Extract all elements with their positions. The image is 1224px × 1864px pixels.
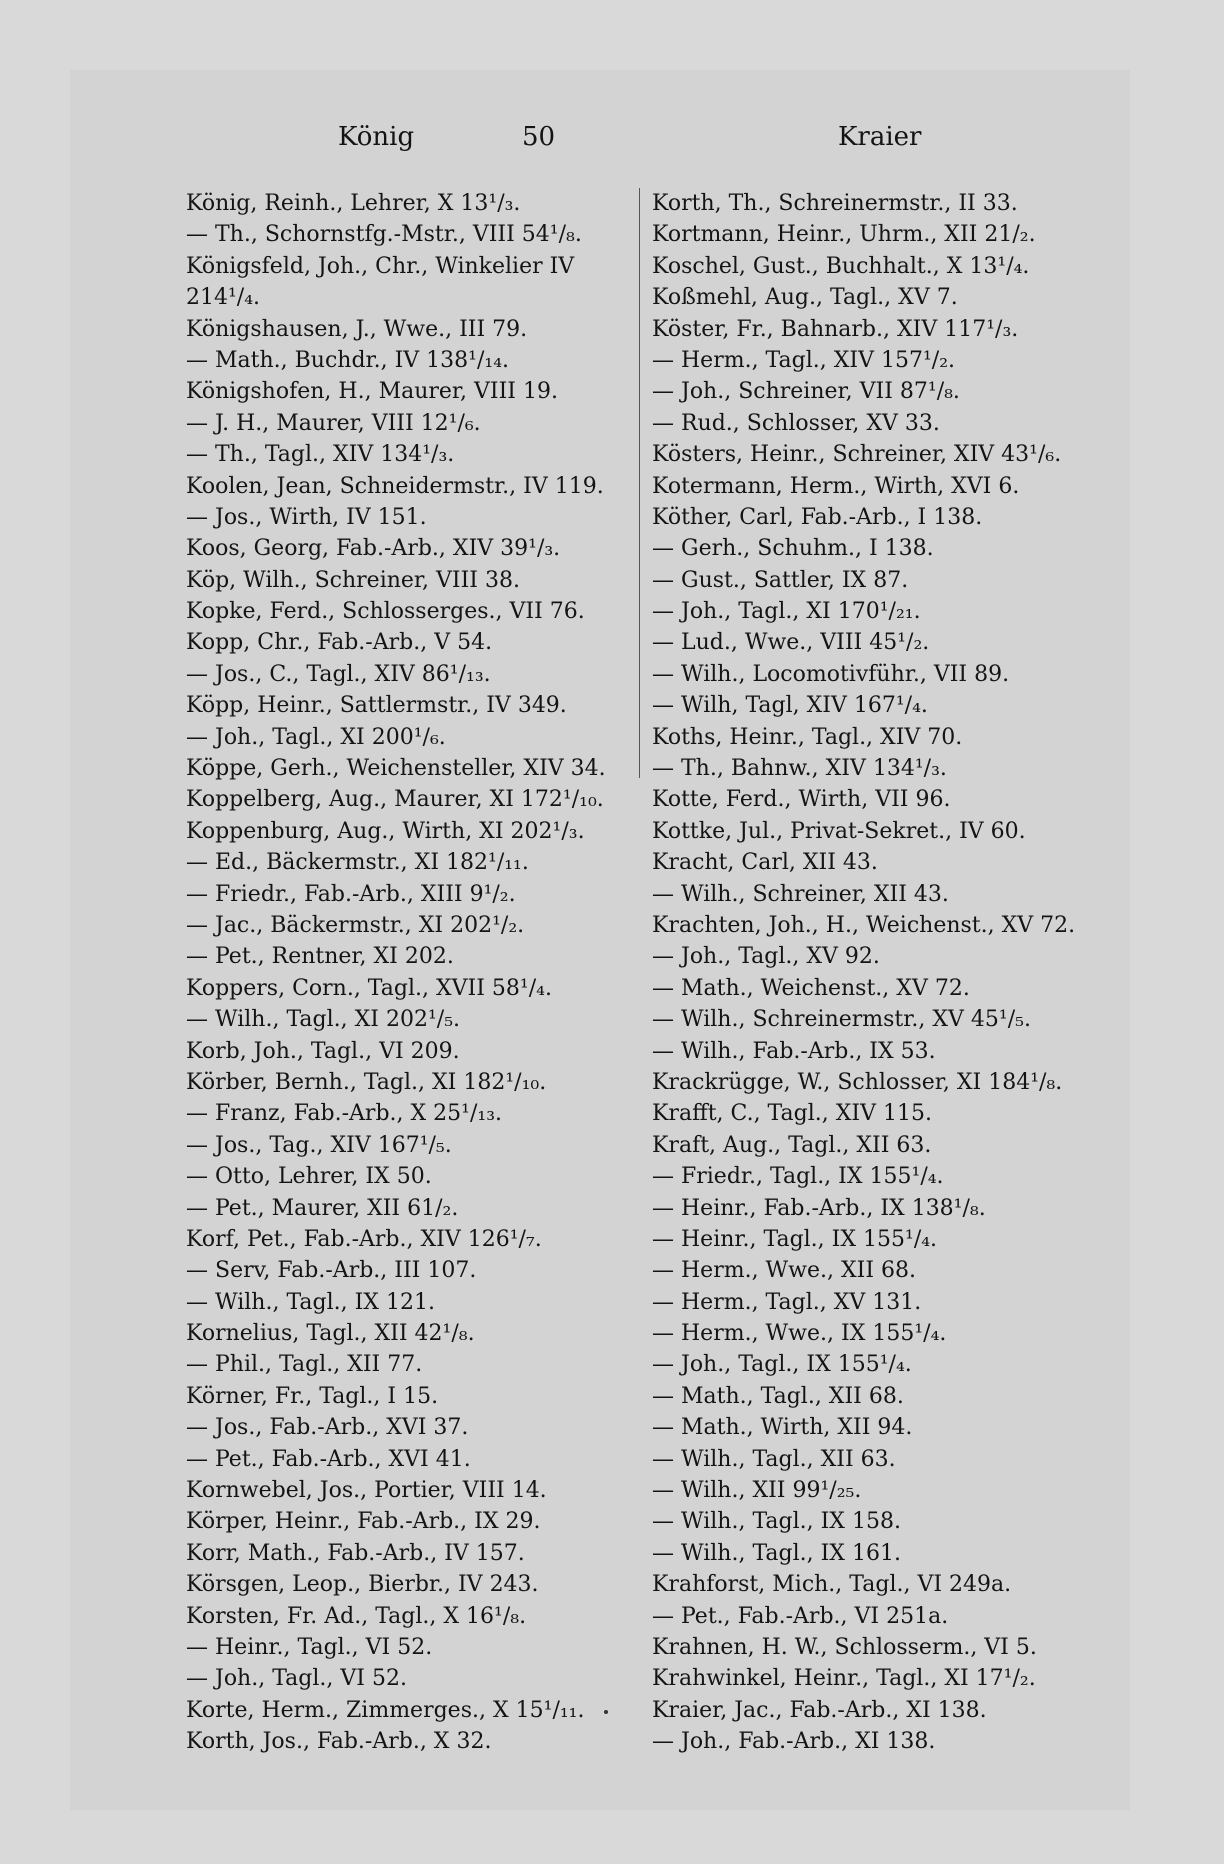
directory-entry: — Th., Schornstfg.-Mstr., VIII 54¹/₈. xyxy=(186,222,582,248)
directory-entry: Korf, Pet., Fab.-Arb., XIV 126¹/₇. xyxy=(186,1226,542,1252)
directory-entry: Korth, Th., Schreinermstr., II 33. xyxy=(652,191,1018,216)
directory-entry: Kraft, Aug., Tagl., XII 63. xyxy=(652,1132,932,1158)
directory-entry: — Wilh., Locomotivführ., VII 89. xyxy=(652,661,1010,687)
directory-entry: Kopp, Chr., Fab.-Arb., V 54. xyxy=(186,630,493,656)
directory-entry: — Wilh., Tagl., IX 161. xyxy=(652,1540,901,1566)
directory-entry: — Herm., Tagl., XIV 157¹/₂. xyxy=(652,347,956,373)
directory-entry: Koschel, Gust., Buchhalt., X 13¹/₄. xyxy=(652,253,1030,279)
directory-entry: — Herm., Wwe., XII 68. xyxy=(652,1258,917,1284)
directory-entry: — Joh., Fab.-Arb., XI 138. xyxy=(652,1729,936,1755)
directory-entry: Krahwinkel, Heinr., Tagl., XI 17¹/₂. xyxy=(652,1666,1036,1692)
directory-entry: 214¹/₄. xyxy=(186,285,261,311)
header-left-keyword: König xyxy=(338,122,415,152)
directory-entry: — Lud., Wwe., VIII 45¹/₂. xyxy=(652,630,930,656)
page-header xyxy=(70,122,1130,162)
directory-entry: — Wilh., Tagl., XI 202¹/₅. xyxy=(186,1007,461,1033)
directory-entry: Kracht, Carl, XII 43. xyxy=(652,850,878,876)
directory-entry: — Ed., Bäckermstr., XI 182¹/₁₁. xyxy=(186,850,529,876)
directory-entry: — Jos., C., Tagl., XIV 86¹/₁₃. xyxy=(186,661,491,687)
directory-entry: — Joh., Tagl., VI 52. xyxy=(186,1666,407,1692)
directory-entry: — Pet., Fab.-Arb., XVI 41. xyxy=(186,1446,471,1472)
directory-entry: Kraier, Jac., Fab.-Arb., XI 138. xyxy=(652,1697,987,1723)
directory-entry: Krahforst, Mich., Tagl., VI 249a. xyxy=(652,1572,1012,1598)
directory-entry: Krahnen, H. W., Schlosserm., VI 5. xyxy=(652,1634,1037,1660)
directory-entry: Köster, Fr., Bahnarb., XIV 117¹/₃. xyxy=(652,316,1019,342)
directory-entry: Kösters, Heinr., Schreiner, XIV 43¹/₆. xyxy=(652,442,1062,468)
left-column xyxy=(186,188,626,1758)
directory-entry: Koths, Heinr., Tagl., XIV 70. xyxy=(652,724,963,750)
directory-entry: Korr, Math., Fab.-Arb., IV 157. xyxy=(186,1540,525,1566)
directory-entry: — Joh., Tagl., XI 170¹/₂₁. xyxy=(652,599,921,625)
directory-entry: Korth, Jos., Fab.-Arb., X 32. xyxy=(186,1729,492,1755)
directory-entry: Kornwebel, Jos., Portier, VIII 14. xyxy=(186,1478,547,1504)
directory-entry: König, Reinh., Lehrer, X 13¹/₃. xyxy=(186,191,521,216)
directory-entry: Königsfeld, Joh., Chr., Winkelier IV xyxy=(186,253,575,279)
directory-entry: Korsten, Fr. Ad., Tagl., X 16¹/₈. xyxy=(186,1603,527,1629)
directory-entry: — Gust., Sattler, IX 87. xyxy=(652,567,909,593)
directory-entry: — Joh., Schreiner, VII 87¹/₈. xyxy=(652,379,960,405)
directory-page xyxy=(70,70,1130,1810)
directory-entry: — Pet., Fab.-Arb., VI 251a. xyxy=(652,1603,949,1629)
directory-entry: Körper, Heinr., Fab.-Arb., IX 29. xyxy=(186,1509,541,1535)
directory-entry: Krackrügge, W., Schlosser, XI 184¹/₈. xyxy=(652,1069,1063,1095)
directory-entry: Kotermann, Herm., Wirth, XVI 6. xyxy=(652,473,1020,499)
directory-entry: — J. H., Maurer, VIII 12¹/₆. xyxy=(186,410,481,436)
directory-entry: Koppenburg, Aug., Wirth, XI 202¹/₃. xyxy=(186,818,585,844)
directory-entry: — Rud., Schlosser, XV 33. xyxy=(652,410,940,436)
directory-entry: — Heinr., Tagl., VI 52. xyxy=(186,1634,433,1660)
directory-entry: — Heinr., Tagl., IX 155¹/₄. xyxy=(652,1226,938,1252)
directory-entry: — Friedr., Tagl., IX 155¹/₄. xyxy=(652,1164,944,1190)
directory-entry: Krafft, C., Tagl., XIV 115. xyxy=(652,1101,932,1127)
directory-entry: Köpp, Heinr., Sattlermstr., IV 349. xyxy=(186,693,567,719)
directory-entry: — Pet., Rentner, XI 202. xyxy=(186,944,454,970)
directory-entry: Körber, Bernh., Tagl., XI 182¹/₁₀. xyxy=(186,1069,547,1095)
directory-entry: Koos, Georg, Fab.-Arb., XIV 39¹/₃. xyxy=(186,536,561,562)
directory-entry: — Herm., Wwe., IX 155¹/₄. xyxy=(652,1321,947,1347)
directory-entry: Korb, Joh., Tagl., VI 209. xyxy=(186,1038,460,1064)
directory-entry: — Math., Wirth, XII 94. xyxy=(652,1415,913,1441)
directory-entry: — Jos., Fab.-Arb., XVI 37. xyxy=(186,1415,469,1441)
directory-entry: Kornelius, Tagl., XII 42¹/₈. xyxy=(186,1321,475,1347)
page-dot xyxy=(604,1710,608,1714)
directory-entry: — Math., Buchdr., IV 138¹/₁₄. xyxy=(186,347,510,373)
directory-entry: Köther, Carl, Fab.-Arb., I 138. xyxy=(652,504,983,530)
directory-entry: Königshofen, H., Maurer, VIII 19. xyxy=(186,379,558,405)
directory-entry: — Wilh., XII 99¹/₂₅. xyxy=(652,1478,862,1504)
directory-entry: Königshausen, J., Wwe., III 79. xyxy=(186,316,528,342)
directory-entry: — Th., Tagl., XIV 134¹/₃. xyxy=(186,442,455,468)
page-number: 50 xyxy=(522,122,556,152)
directory-entry: Koßmehl, Aug., Tagl., XV 7. xyxy=(652,285,958,311)
directory-entry: — Franz, Fab.-Arb., X 25¹/₁₃. xyxy=(186,1101,503,1127)
directory-entry: — Herm., Tagl., XV 131. xyxy=(652,1289,922,1315)
directory-entry: Körsgen, Leop., Bierbr., IV 243. xyxy=(186,1572,539,1598)
directory-entry: Köp, Wilh., Schreiner, VIII 38. xyxy=(186,567,520,593)
directory-entry: — Wilh., Tagl., IX 158. xyxy=(652,1509,901,1535)
directory-entry: Körner, Fr., Tagl., I 15. xyxy=(186,1383,439,1409)
directory-entry: — Friedr., Fab.-Arb., XIII 9¹/₂. xyxy=(186,881,516,907)
directory-entry: — Pet., Maurer, XII 61/₂. xyxy=(186,1195,459,1221)
directory-entry: Krachten, Joh., H., Weichenst., XV 72. xyxy=(652,912,1076,938)
directory-entry: — Phil., Tagl., XII 77. xyxy=(186,1352,423,1378)
directory-entry: — Wilh., Fab.-Arb., IX 53. xyxy=(652,1038,936,1064)
directory-entry: Koppelberg, Aug., Maurer, XI 172¹/₁₀. xyxy=(186,787,604,813)
directory-entry: — Th., Bahnw., XIV 134¹/₃. xyxy=(652,756,947,782)
directory-entry: Kotte, Ferd., Wirth, VII 96. xyxy=(652,787,951,813)
directory-entry: Korte, Herm., Zimmerges., X 15¹/₁₁. xyxy=(186,1697,585,1723)
directory-entry: — Gerh., Schuhm., I 138. xyxy=(652,536,934,562)
directory-entry: — Jac., Bäckermstr., XI 202¹/₂. xyxy=(186,912,525,938)
directory-entry: — Math., Tagl., XII 68. xyxy=(652,1383,904,1409)
directory-entry: — Wilh., Schreiner, XII 43. xyxy=(652,881,949,907)
directory-entry: — Wilh., Tagl., XII 63. xyxy=(652,1446,896,1472)
directory-entry: Köppe, Gerh., Weichensteller, XIV 34. xyxy=(186,756,606,782)
directory-entry: — Joh., Tagl., XV 92. xyxy=(652,944,880,970)
directory-entry: — Jos., Tag., XIV 167¹/₅. xyxy=(186,1132,452,1158)
directory-entry: — Jos., Wirth, IV 151. xyxy=(186,504,427,530)
directory-entry: — Wilh, Tagl, XIV 167¹/₄. xyxy=(652,693,928,719)
directory-entry: — Joh., Tagl., XI 200¹/₆. xyxy=(186,724,446,750)
directory-entry: Kopke, Ferd., Schlosserges., VII 76. xyxy=(186,599,585,625)
directory-entry: Kottke, Jul., Privat-Sekret., IV 60. xyxy=(652,818,1026,844)
header-right-keyword: Kraier xyxy=(838,122,922,152)
directory-entry: — Wilh., Tagl., IX 121. xyxy=(186,1289,435,1315)
directory-entry: Koppers, Corn., Tagl., XVII 58¹/₄. xyxy=(186,975,552,1001)
directory-entry: Koolen, Jean, Schneidermstr., IV 119. xyxy=(186,473,604,499)
directory-entry: — Otto, Lehrer, IX 50. xyxy=(186,1164,432,1190)
directory-entry: — Heinr., Fab.-Arb., IX 138¹/₈. xyxy=(652,1195,986,1221)
directory-entry: — Joh., Tagl., IX 155¹/₄. xyxy=(652,1352,912,1378)
directory-entry: — Math., Weichenst., XV 72. xyxy=(652,975,970,1001)
directory-entry: Kortmann, Heinr., Uhrm., XII 21/₂. xyxy=(652,222,1036,248)
directory-entry: — Wilh., Schreinermstr., XV 45¹/₅. xyxy=(652,1007,1031,1033)
right-column xyxy=(652,188,1092,1758)
directory-entry: — Serv, Fab.-Arb., III 107. xyxy=(186,1258,477,1284)
column-divider xyxy=(639,188,640,778)
